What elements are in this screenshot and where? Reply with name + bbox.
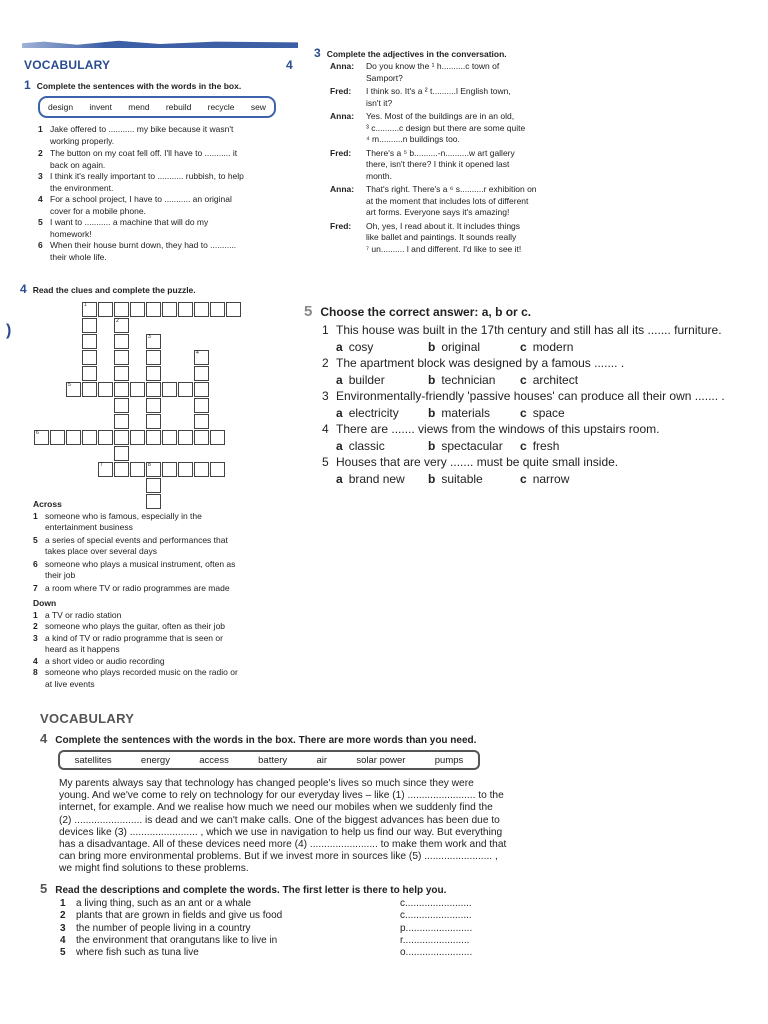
- question-text: There are ....... views from the windows of this upstairs room.: [336, 422, 660, 436]
- crossword-cell[interactable]: [146, 302, 161, 317]
- word-box-2: [58, 750, 480, 770]
- item-text: cover for a mobile phone.: [50, 205, 146, 216]
- exercise-3-header: [314, 46, 507, 60]
- exercise-title: Complete the sentences with the words in the box. There are more words than you need.: [55, 735, 477, 746]
- crossword-cell[interactable]: [146, 366, 161, 381]
- list-item: [60, 910, 500, 922]
- dialogue-line: [330, 86, 570, 109]
- option-text: original: [441, 339, 481, 354]
- exercise-title: Read the clues and complete the puzzle.: [32, 285, 196, 295]
- clue-text: someone who plays recorded music on the radio or: [45, 667, 238, 677]
- crossword-cell[interactable]: [66, 430, 81, 445]
- crossword-cell[interactable]: [194, 462, 209, 477]
- crossword-cell[interactable]: [194, 366, 209, 381]
- crossword-cell[interactable]: [98, 462, 113, 477]
- line-text: I think so. It's a ² t..........l English town,: [366, 86, 511, 96]
- list-item: [38, 194, 288, 217]
- line-text: art forms. Everyone says it's amazing!: [366, 207, 510, 217]
- options: [336, 339, 742, 356]
- item-text: When their house burnt down, they had to ...........: [50, 240, 237, 250]
- option-a[interactable]: [336, 372, 428, 389]
- clue-item: [33, 511, 273, 534]
- clue-number: 3: [33, 632, 38, 643]
- cell-number: 7: [100, 462, 103, 468]
- item-number: 2: [38, 148, 43, 158]
- option-b[interactable]: [428, 405, 520, 422]
- dialogue: [330, 61, 570, 255]
- dialogue-line: [330, 148, 570, 183]
- item-text: The button on my coat fell off. I'll have to ........... it: [50, 148, 238, 158]
- crossword-cell[interactable]: [210, 302, 225, 317]
- question: [322, 355, 742, 372]
- cell-number: 8: [148, 462, 151, 468]
- item-number: 3: [60, 922, 66, 934]
- crossword-cell[interactable]: [210, 430, 225, 445]
- word-completion-list: [60, 898, 500, 959]
- clue-item: [33, 610, 273, 622]
- multiple-choice: [322, 322, 742, 487]
- question: [322, 454, 742, 471]
- list-item: [60, 898, 500, 910]
- crossword-cell[interactable]: [194, 350, 209, 365]
- question-number: 4: [322, 422, 329, 436]
- option-letter: a: [336, 471, 343, 486]
- option-letter: c: [520, 438, 527, 453]
- exercise-1-items: [38, 124, 288, 263]
- option-letter: b: [428, 339, 436, 354]
- option-text: suitable: [441, 471, 483, 486]
- option-text: fresh: [532, 438, 560, 453]
- crossword-cell[interactable]: [66, 382, 81, 397]
- crossword-cell[interactable]: [34, 430, 49, 445]
- exercise-title: Choose the correct answer: a, b or c.: [320, 305, 532, 319]
- answer-blank[interactable]: p........................: [400, 922, 473, 934]
- paragraph-line: we might find solutions to these problems.: [59, 863, 249, 875]
- item-text: Jake offered to ........... my bike because it wasn't: [50, 124, 234, 134]
- clue-number: 4: [33, 655, 38, 666]
- clue-item: [33, 535, 273, 558]
- crossword-cell[interactable]: [146, 430, 161, 445]
- list-item: [38, 217, 288, 240]
- option-letter: c: [520, 339, 527, 354]
- item-number: 2: [60, 910, 66, 922]
- option-text: builder: [348, 372, 385, 387]
- option-letter: a: [336, 372, 343, 387]
- line-text: isn't it?: [366, 97, 393, 108]
- bottom-exercise-5-header: [40, 881, 446, 896]
- crossword-cell[interactable]: [114, 430, 129, 445]
- gap-fill-paragraph: [59, 778, 619, 876]
- option-letter: a: [336, 405, 343, 420]
- line-text: ⁷ un.......... l and different. I'd like to see it!: [366, 243, 522, 254]
- section-number: 4: [286, 58, 293, 72]
- clue-number: 1: [33, 609, 38, 620]
- option-c[interactable]: [520, 372, 612, 389]
- word: design: [48, 102, 74, 112]
- clue-number: 6: [33, 558, 38, 569]
- clue-number: 7: [33, 582, 38, 593]
- option-c[interactable]: [520, 438, 612, 455]
- option-letter: a: [336, 339, 343, 354]
- paragraph-line: My parents always say that technology has changed people's lives so much since they were: [59, 778, 474, 789]
- crossword-cell[interactable]: [178, 462, 193, 477]
- paragraph-line: devices like (3) ........................ , which we use in navigation to help us find our way. But everything: [59, 826, 503, 838]
- crossword-cell[interactable]: [178, 302, 193, 317]
- option-b[interactable]: [428, 438, 520, 455]
- option-b[interactable]: [428, 471, 520, 488]
- option-letter: c: [520, 471, 527, 486]
- option-letter: c: [520, 405, 527, 420]
- crossword-cell[interactable]: [114, 382, 129, 397]
- clue-text: a short video or audio recording: [45, 655, 165, 666]
- crossword-cell[interactable]: [82, 366, 97, 381]
- item-text: For a school project, I have to ........... an original: [50, 194, 232, 204]
- vocabulary-heading-2: VOCABULARY: [40, 711, 135, 726]
- crossword-cell[interactable]: [146, 334, 161, 349]
- option-letter: b: [428, 372, 436, 387]
- cell-number: 5: [68, 382, 71, 388]
- crossword-cell[interactable]: [114, 446, 129, 461]
- crossword-cell[interactable]: [130, 382, 145, 397]
- list-item: [60, 923, 500, 935]
- clue-text: a kind of TV or radio programme that is seen or: [45, 632, 223, 643]
- list-item: [38, 240, 288, 263]
- crossword-cell[interactable]: [98, 382, 113, 397]
- crossword-cell[interactable]: [194, 398, 209, 413]
- clue-text: someone who is famous, especially in the: [45, 510, 202, 521]
- word: access: [199, 754, 229, 766]
- crossword-cell[interactable]: [82, 382, 97, 397]
- speaker: Fred:: [330, 147, 352, 158]
- question-text: This house was built in the 17th century and still has all its ....... furniture.: [336, 323, 722, 337]
- item-text: their whole life.: [50, 251, 107, 262]
- crossword-cell[interactable]: [146, 350, 161, 365]
- word: recycle: [207, 102, 235, 112]
- exercise-1-header: [24, 78, 241, 92]
- crossword-cell[interactable]: [82, 302, 97, 317]
- paragraph-line: can bring more environmental problems. But if we invest more in sources like (5) ........................ ,: [59, 851, 498, 863]
- option-letter: b: [428, 405, 436, 420]
- cell-number: 2: [116, 318, 119, 324]
- question-text: The apartment block was designed by a famous ....... .: [336, 356, 625, 370]
- option-letter: c: [520, 372, 527, 387]
- speaker: Anna:: [330, 111, 355, 121]
- crossword-cell[interactable]: [146, 398, 161, 413]
- clue-item: [33, 583, 273, 595]
- question-text: Environmentally-friendly 'passive houses' can produce all their own ....... .: [336, 389, 725, 403]
- option-a[interactable]: [336, 471, 428, 488]
- option-letter: b: [428, 438, 436, 453]
- list-item: [38, 148, 288, 171]
- crossword-cell[interactable]: [82, 430, 97, 445]
- option-text: architect: [532, 372, 579, 387]
- cell-number: 1: [84, 302, 87, 308]
- item-number: 6: [38, 240, 43, 250]
- line-text: ⁴ m..........n buildings too.: [366, 134, 460, 144]
- margin-mark: ): [6, 322, 12, 339]
- clue-text: a series of special events and performances that: [45, 534, 228, 545]
- item-text: plants that are grown in fields and give us food: [76, 910, 283, 922]
- list-item: [60, 935, 500, 947]
- item-number: 1: [60, 898, 66, 909]
- word: rebuild: [165, 102, 192, 112]
- crossword-cell[interactable]: [114, 366, 129, 381]
- exercise-number: 5: [40, 881, 48, 896]
- word: satellites: [74, 754, 112, 766]
- crossword-cell[interactable]: [210, 462, 225, 477]
- option-a[interactable]: [336, 405, 428, 422]
- line-text: That's right. There's a ⁶ s..........r exhibition on: [366, 184, 537, 194]
- clue-text: a room where TV or radio programmes are made: [45, 582, 230, 593]
- clue-text: takes place over several days: [45, 546, 157, 556]
- exercise-number: 1: [24, 78, 31, 92]
- list-item: [38, 171, 288, 194]
- crossword-cell[interactable]: [146, 382, 161, 397]
- dialogue-line: [330, 221, 570, 256]
- cell-number: 6: [36, 430, 39, 436]
- line-text: there, isn't there? I think it opened last: [366, 159, 510, 169]
- vocabulary-heading: VOCABULARY: [24, 58, 111, 72]
- crossword-cell[interactable]: [114, 318, 129, 333]
- question-number: 3: [322, 389, 329, 403]
- option-text: space: [532, 405, 565, 420]
- crossword-cell[interactable]: [82, 334, 97, 349]
- word: battery: [258, 754, 288, 766]
- option-c[interactable]: [520, 339, 612, 356]
- answer-blank[interactable]: c........................: [400, 898, 472, 909]
- question-text: Houses that are very ....... must be quite small inside.: [336, 455, 619, 469]
- crossword-cell[interactable]: [162, 382, 177, 397]
- crossword-cell[interactable]: [146, 414, 161, 429]
- option-text: technician: [441, 372, 496, 387]
- item-text: a living thing, such as an ant or a whale: [76, 898, 252, 909]
- question: [322, 421, 742, 438]
- answer-blank[interactable]: o........................: [400, 947, 473, 959]
- clue-text: someone who plays the guitar, often as their job: [45, 621, 226, 631]
- option-text: narrow: [532, 471, 570, 486]
- question-number: 5: [322, 455, 329, 469]
- answer-blank[interactable]: c........................: [400, 910, 472, 922]
- speaker: Fred:: [330, 220, 352, 231]
- item-number: 3: [38, 171, 43, 181]
- option-text: materials: [441, 405, 491, 420]
- bottom-exercise-4-header: [40, 731, 476, 746]
- item-text: the environment that orangutans like to live in: [76, 934, 278, 946]
- clue-text: entertainment business: [45, 522, 133, 532]
- down-heading: Down: [33, 598, 57, 608]
- crossword-cell[interactable]: [146, 494, 161, 509]
- crossword-cell[interactable]: [146, 462, 161, 477]
- question-number: 2: [322, 356, 329, 370]
- header-bar: [22, 40, 298, 48]
- option-text: classic: [348, 438, 385, 453]
- crossword-cell[interactable]: [50, 430, 65, 445]
- options: [336, 372, 742, 389]
- line-text: like ballet and paintings. It sounds really: [366, 232, 517, 242]
- exercise-number: 5: [304, 303, 313, 320]
- exercise-number: 3: [314, 46, 321, 60]
- exercise-4-header: [20, 282, 196, 296]
- question: [322, 322, 742, 339]
- clue-number: 8: [33, 667, 38, 677]
- clue-text: at live events: [45, 678, 95, 689]
- crossword-cell[interactable]: [162, 462, 177, 477]
- line-text: Samport?: [366, 72, 403, 83]
- clue-item: [33, 559, 273, 582]
- line-text: month.: [366, 170, 392, 181]
- item-number: 4: [38, 194, 43, 204]
- clue-number: 1: [33, 510, 38, 521]
- word: pumps: [434, 754, 464, 766]
- line-text: Do you know the ¹ h..........c town of: [366, 61, 500, 71]
- crossword-cell[interactable]: [178, 382, 193, 397]
- paragraph-line: has a disadvantage. All of these devices need more (4) ........................ to make them work and that: [59, 839, 507, 851]
- option-text: cosy: [348, 339, 374, 354]
- crossword-cell[interactable]: [130, 462, 145, 477]
- paragraph-line: (2) ........................ is dead and we can't make calls. One of the biggest advances has been due to: [59, 814, 500, 826]
- crossword-cell[interactable]: [178, 430, 193, 445]
- clues: [33, 499, 273, 690]
- option-text: electricity: [348, 405, 399, 420]
- line-text: There's a ⁵ b..........-n..........w art gallery: [366, 147, 515, 158]
- word-box: [38, 96, 276, 118]
- clue-number: 5: [33, 534, 38, 545]
- speaker: Anna:: [330, 61, 355, 71]
- item-number: 5: [60, 947, 66, 959]
- crossword-cell[interactable]: [226, 302, 241, 317]
- crossword-cell[interactable]: [162, 302, 177, 317]
- crossword-cell[interactable]: [98, 302, 113, 317]
- question-number: 1: [322, 323, 329, 337]
- options: [336, 471, 742, 488]
- exercise-title: Read the descriptions and complete the words. The first letter is there to help you.: [55, 885, 447, 896]
- option-b[interactable]: [428, 372, 520, 389]
- exercise-number: 4: [20, 282, 27, 296]
- speaker: Fred:: [330, 86, 352, 96]
- option-letter: b: [428, 471, 436, 486]
- word: mend: [128, 102, 150, 112]
- crossword-cell[interactable]: [114, 414, 129, 429]
- crossword-cell[interactable]: [130, 430, 145, 445]
- list-item: [38, 124, 288, 147]
- item-number: 5: [38, 217, 43, 227]
- option-a[interactable]: [336, 438, 428, 455]
- clue-item: [33, 621, 273, 633]
- line-text: Yes. Most of the buildings are in an old,: [366, 111, 515, 121]
- item-text: I think it's really important to ........... rubbish, to help: [50, 171, 244, 181]
- dialogue-line: [330, 111, 570, 146]
- item-text: back on again.: [50, 159, 106, 170]
- answer-blank[interactable]: r........................: [400, 934, 470, 946]
- question: [322, 388, 742, 405]
- speaker: Anna:: [330, 184, 355, 194]
- crossword-cell[interactable]: [162, 430, 177, 445]
- exercise-number: 4: [40, 731, 48, 746]
- crossword-cell[interactable]: [130, 302, 145, 317]
- across-heading: Across: [33, 499, 62, 509]
- word: energy: [140, 754, 170, 766]
- clue-item: [33, 667, 273, 690]
- clue-text: a TV or radio station: [45, 609, 122, 620]
- option-a[interactable]: [336, 339, 428, 356]
- option-c[interactable]: [520, 471, 612, 488]
- paragraph-line: internet, for example. And we realise how much we need our mobiles when we suddenly find the: [59, 802, 493, 814]
- crossword-cell[interactable]: [194, 414, 209, 429]
- item-text: the environment.: [50, 182, 114, 193]
- line-text: Oh, yes, I read about it. It includes things: [366, 220, 521, 231]
- clue-text: their job: [45, 570, 76, 580]
- crossword-cell[interactable]: [82, 350, 97, 365]
- option-text: brand new: [348, 471, 405, 486]
- item-text: the number of people living in a country: [76, 922, 251, 934]
- item-text: working properly.: [50, 135, 115, 146]
- clue-item: [33, 633, 273, 656]
- word: solar power: [356, 754, 406, 766]
- dialogue-line: [330, 184, 570, 219]
- crossword-cell[interactable]: [194, 430, 209, 445]
- clue-text: heard as it happens: [45, 644, 120, 654]
- option-text: spectacular: [441, 438, 503, 453]
- word: invent: [89, 102, 113, 112]
- list-item: [60, 947, 500, 959]
- item-text: I want to ........... a machine that will do my: [50, 217, 209, 227]
- item-text: homework!: [50, 228, 92, 239]
- crossword-cell[interactable]: [146, 478, 161, 493]
- item-number: 1: [38, 124, 43, 134]
- crossword-cell[interactable]: [194, 302, 209, 317]
- word: sew: [250, 102, 266, 112]
- clue-number: 2: [33, 621, 38, 631]
- option-text: modern: [532, 339, 574, 354]
- crossword-cell[interactable]: [114, 350, 129, 365]
- line-text: ³ c..........c design but there are some quite: [366, 122, 526, 133]
- exercise-title: Complete the sentences with the words in the box.: [36, 81, 242, 91]
- clue-text: someone who plays a musical instrument, often as: [45, 558, 236, 569]
- dialogue-line: [330, 61, 570, 84]
- paragraph-line: young. And we've come to rely on technology for our everyday lives – like (1) ........................ to the: [59, 790, 504, 802]
- line-text: at the moment that includes lots of different: [366, 195, 529, 206]
- crossword-cell[interactable]: [114, 302, 129, 317]
- clue-item: [33, 656, 273, 668]
- item-text: where fish such as tuna live: [76, 947, 199, 959]
- cell-number: 4: [196, 350, 199, 356]
- crossword-cell[interactable]: [98, 430, 113, 445]
- crossword-cell[interactable]: [114, 398, 129, 413]
- word: air: [316, 754, 328, 766]
- options: [336, 405, 742, 422]
- item-number: 4: [60, 934, 66, 946]
- crossword-cell[interactable]: [194, 382, 209, 397]
- exercise-5-header: [304, 303, 531, 320]
- exercise-title: Complete the adjectives in the conversation.: [326, 49, 507, 59]
- crossword-cell[interactable]: [82, 318, 97, 333]
- cell-number: 3: [148, 334, 151, 340]
- crossword-cell[interactable]: [114, 334, 129, 349]
- options: [336, 438, 742, 455]
- option-c[interactable]: [520, 405, 612, 422]
- crossword-cell[interactable]: [114, 462, 129, 477]
- option-b[interactable]: [428, 339, 520, 356]
- option-letter: a: [336, 438, 343, 453]
